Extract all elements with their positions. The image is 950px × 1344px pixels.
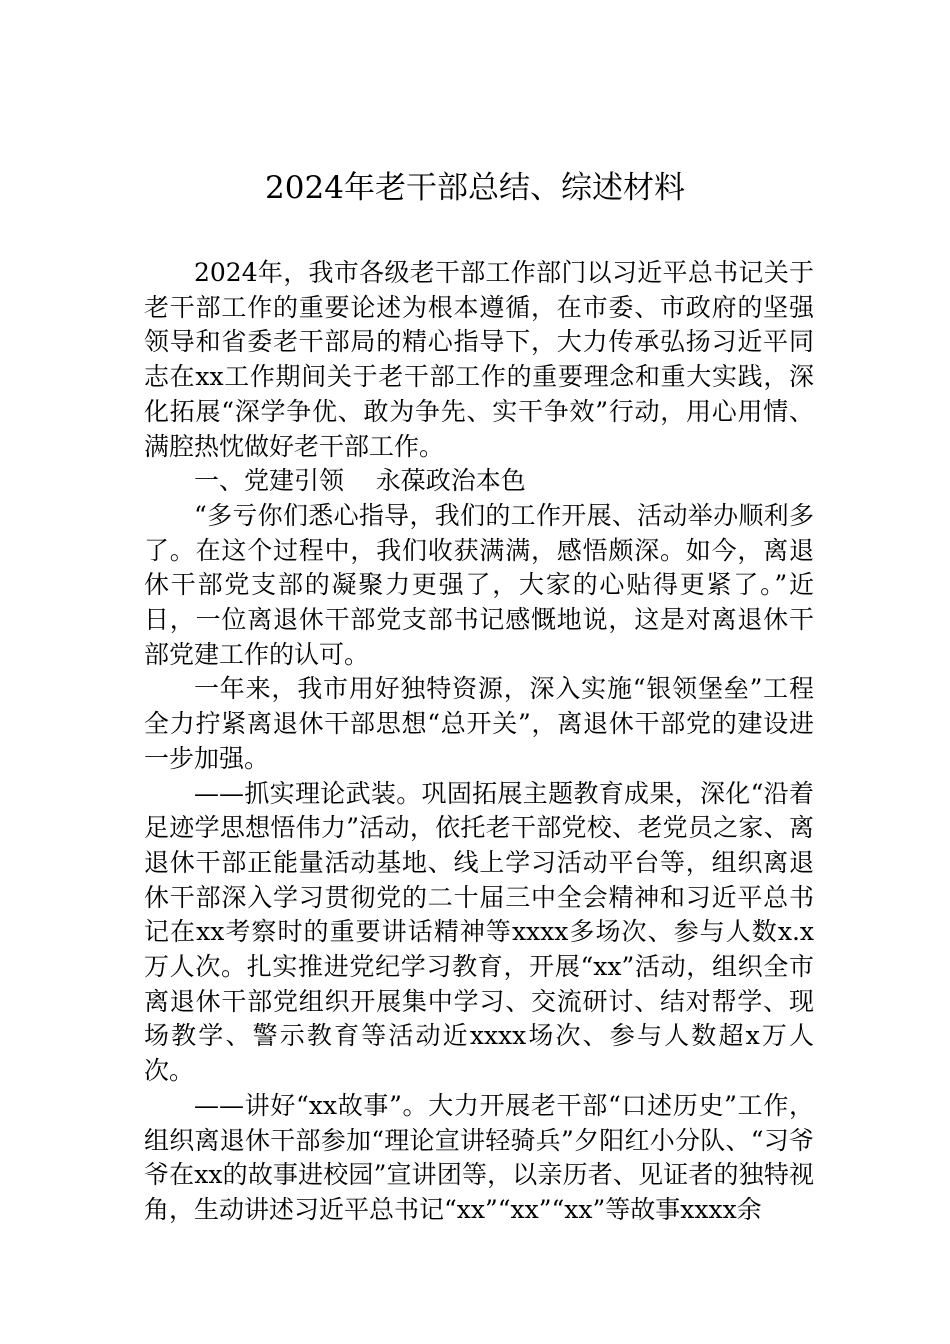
intro-paragraph: 2024年，我市各级老干部工作部门以习近平总书记关于老干部工作的重要论述为根本遵循，在市委、市政府的坚强领导和省委老干部局的精心指导下，大力传承弘扬习近平同志在xx工作期间关于老干部工作的重要理念和重大实践，深化拓展“深学争优、敢为争先、实干争效”行动，用心用情、满腔热忱做好老干部工作。	[144, 258, 814, 461]
document-body	[144, 256, 814, 1228]
stories-paragraph: ——讲好“xx故事”。大力开展老干部“口述历史”工作，组织离退休干部参加“理论宣讲轻骑兵”夕阳红小分队、“习爷爷在xx的故事进校园”宣讲团等，以亲历者、见证者的独特视角，生动讲述习近平总书记“xx”“xx”“xx”等故事xxxx余	[144, 1090, 814, 1224]
document-title: 2024年老干部总结、综述材料	[265, 170, 685, 206]
section-heading: 一、党建引领 永葆政治本色	[194, 466, 526, 496]
summary-paragraph: 一年来，我市用好独特资源，深入实施“银领堡垒”工程全力拧紧离退休干部思想“总开关”，离退休干部党的建设进一步加强。	[144, 674, 814, 773]
quote-paragraph: “多亏你们悉心指导，我们的工作开展、活动举办顺利多了。在这个过程中，我们收获满满，感悟颇深。如今，离退休干部党支部的凝聚力更强了，大家的心贴得更紧了。”近日，一位离退休干部党支部书记感慨地说，这是对离退休干部党建工作的认可。	[144, 500, 814, 669]
theory-paragraph: ——抓实理论武装。巩固拓展主题教育成果，深化“沿着足迹学思想悟伟力”活动，依托老干部党校、老党员之家、离退休干部正能量活动基地、线上学习活动平台等，组织离退休干部深入学习贯彻党的二十届三中全会精神和习近平总书记在xx考察时的重要讲话精神等xxxx多场次、参与人数x.x万人次。扎实推进党纪学习教育，开展“xx”活动，组织全市离退休干部党组织开展集中学习、交流研讨、结对帮学、现场教学、警示教育等活动近xxxx场次、参与人数超x万人次。	[144, 778, 814, 1086]
